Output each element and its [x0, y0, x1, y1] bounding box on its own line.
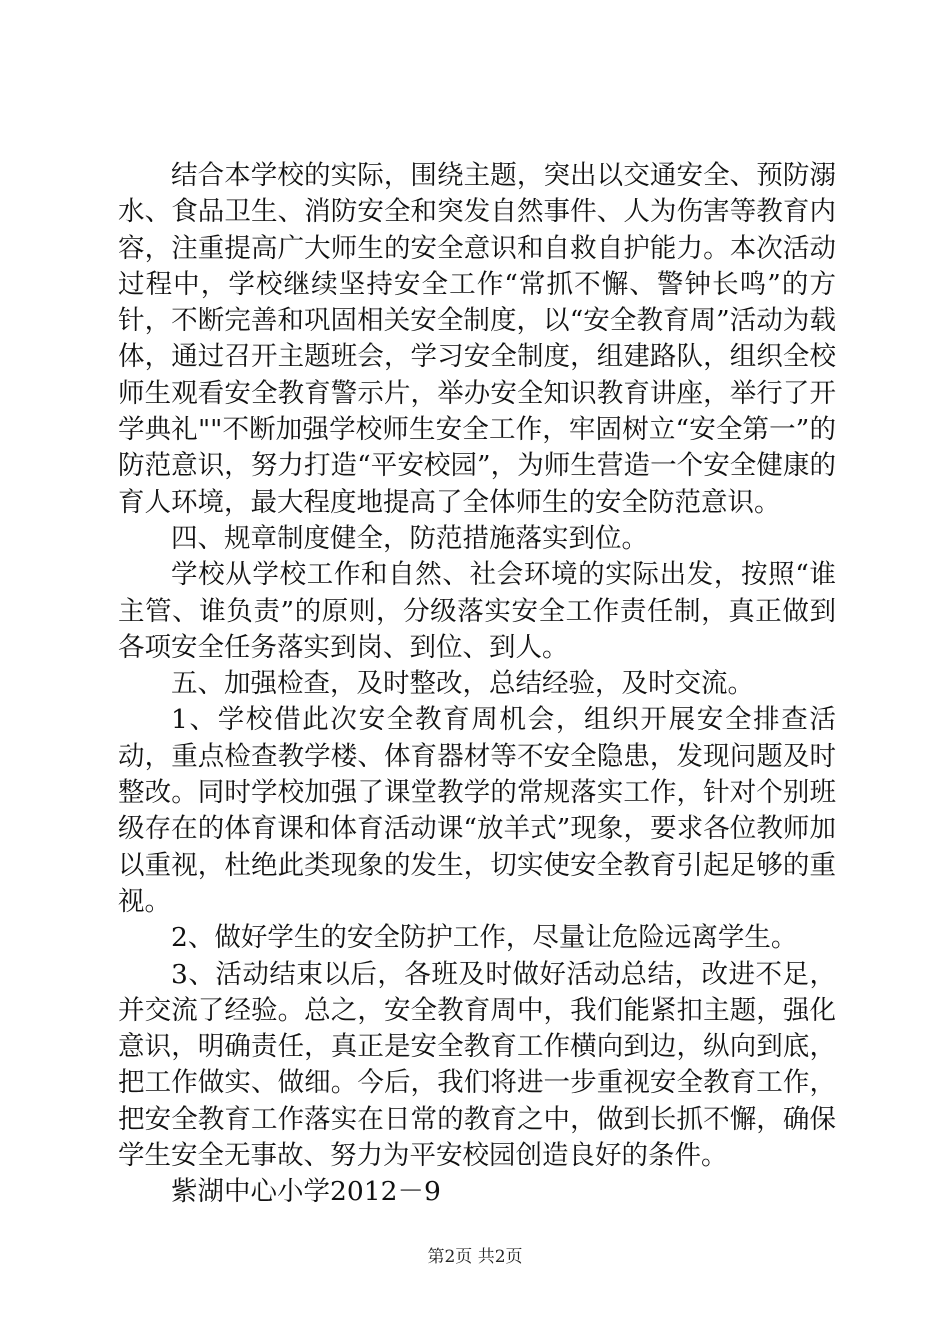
paragraph-item-1: 1、学校借此次安全教育周机会，组织开展安全排查活动，重点检查教学楼、体育器材等不安全隐患，发现问题及时整改。同时学校加强了课堂教学的常规落实工作，针对个别班级存在的体育课和体育活动课“放羊式”现象，要求各位教师加以重视，杜绝此类现象的发生，切实使安全教育引起足够的重视。 — [118, 704, 836, 917]
paragraph-responsibility-system: 学校从学校工作和自然、社会环境的实际出发，按照“谁主管、谁负责”的原则，分级落实安全工作责任制，真正做到各项安全任务落实到岗、到位、到人。 — [118, 559, 836, 663]
signature-line: 紫湖中心小学2012－9 — [171, 1176, 441, 1208]
paragraph-item-2: 2、做好学生的安全防护工作，尽量让危险远离学生。 — [171, 922, 798, 954]
page-number-footer: 第2页 共2页 — [427, 1247, 523, 1267]
document-body — [118, 158, 836, 1211]
heading-section-four: 四、规章制度健全，防范措施落实到位。 — [171, 522, 648, 554]
heading-section-five: 五、加强检查，及时整改，总结经验，及时交流。 — [171, 668, 754, 700]
paragraph-safety-education-summary: 结合本学校的实际，围绕主题，突出以交通安全、预防溺水、食品卫生、消防安全和突发自然事件、人为伤害等教育内容，注重提高广大师生的安全意识和自救自护能力。本次活动过程中，学校继续坚持安全工作“常抓不懈、警钟长鸣”的方针，不断完善和巩固相关安全制度，以“安全教育周”活动为载体，通过召开主题班会，学习安全制度，组建路队，组织全校师生观看安全教育警示片，举办安全知识教育讲座，举行了开学典礼""不断加强学校师生安全工作，牢固树立“安全第一”的防范意识，努力打造“平安校园”，为师生营造一个安全健康的育人环境，最大程度地提高了全体师生的安全防范意识。 — [118, 160, 836, 518]
paragraph-item-3: 3、活动结束以后，各班及时做好活动总结，改进不足，并交流了经验。总之，安全教育周中，我们能紧扣主题，强化意识，明确责任，真正是安全教育工作横向到边，纵向到底，把工作做实、做细。今后，我们将进一步重视安全教育工作，把安全教育工作落实在日常的教育之中，做到长抓不懈，确保学生安全无事故、努力为平安校园创造良好的条件。 — [118, 958, 836, 1172]
